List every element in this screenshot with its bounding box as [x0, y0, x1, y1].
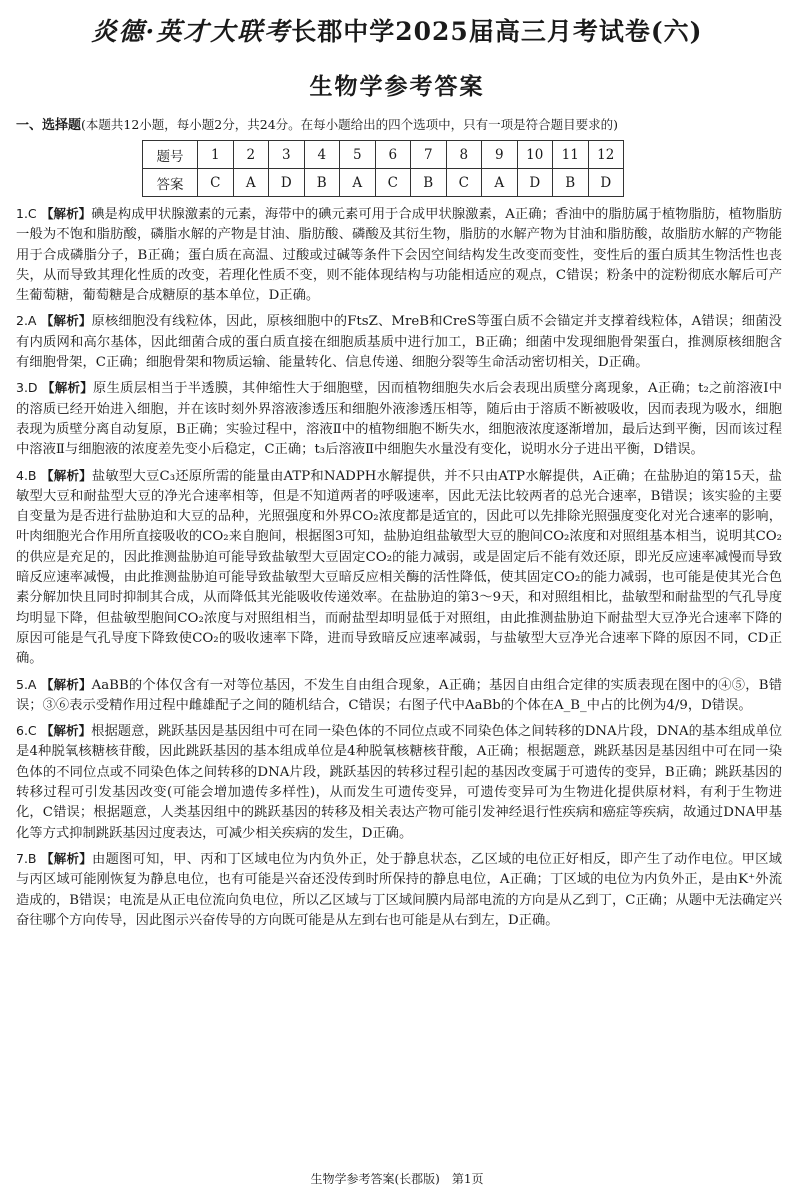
page-subtitle: 生物学参考答案: [309, 73, 485, 100]
item-tag: 【解析】: [40, 206, 92, 221]
item-number: 4.B: [16, 467, 37, 483]
item-text: 碘是构成甲状腺激素的元素，海带中的碘元素可用于合成甲状腺激素，A正确；香油中的脂肪属于植物脂肪，植物脂肪一般为不饱和脂肪酸，磷脂水解的产物是甘油、脂肪酸、磷酸及其衍生物，脂肪的水解产物为甘油和脂肪酸，故脂肪水解的产物能用于合成磷脂分子，B正确；蛋白质在高温、过酸或过碱等条件下会因空间结构发生改变而变性，变性后的蛋白质其生物活性也丧失，从而导致其理化性质的改变，若理化性质不变，则不能体现结构与功能相适应的观点，C错误；粉条中的淀粉彻底水解后可产生葡萄糖，葡萄糖是合成糖原的基本单位，D正确。: [16, 207, 782, 304]
item-number: 2.A: [16, 313, 37, 329]
answer-cell: D: [269, 169, 305, 197]
item-tag: 【解析】: [42, 380, 93, 396]
answer-table-number-row: [143, 141, 624, 169]
question-number: 6: [375, 141, 411, 169]
answer-cell: D: [517, 169, 553, 197]
item-tag: 【解析】: [40, 313, 92, 329]
page-header: [0, 12, 794, 101]
item-tag: 【解析】: [40, 850, 92, 866]
section-title: 一、选择题: [16, 118, 82, 133]
question-number: 12: [588, 141, 624, 169]
question-number: 3: [269, 141, 305, 169]
item-text: 盐敏型大豆C₃还原所需的能量由ATP和NADPH水解提供，并不只由ATP水解提供，A正确；在盐胁迫的第15天，盐敏型大豆和耐盐型大豆的净光合速率相等，但是不知道两者的呼吸速率，因此无法比较两者的总光合速率，B错误；该实验的主要自变量为是否进行盐胁迫和大豆的品种，光照强度和外界CO₂浓度都是适宜的，因此可以先排除光照强度变化对光合速率的影响，叶肉细胞光合作用所直接吸收的CO₂来自胞间，根据图3可知，盐胁迫组盐敏型大豆的胞间CO₂浓度和对照组基本相当，说明其CO₂的供应是充足的，因此推测盐胁迫可能导致盐敏型大豆固定CO₂的能力减弱，或是固定后不能有效还原，即光反应速率减慢而导致暗反应速率减慢，由此推测盐胁迫可能导致盐敏型大豆暗反应相关酶的活性降低，使其固定CO₂的能力减弱，也可能是使其光合色素分解加快且同时抑制其合成，从而降低其光能吸收传递效率。在盐胁迫的第3～9天，和对照组相比，盐敏型和耐盐型的气孔导度均明显下降，但盐敏型胞间CO₂浓度与对照组相当，而耐盐型却明显低于对照组，由此推测盐胁迫下耐盐型大豆净光合速率下降的原因可能是气孔导度下降致使CO₂的吸收速率下降，进而导致暗反应速率减弱，与盐敏型大豆净光合速率下降的原因不同，CD正确。: [16, 468, 782, 667]
page-title: [0, 12, 794, 48]
question-number: 10: [517, 141, 553, 169]
item-number: 5.A: [16, 676, 37, 692]
item-tag: 【解析】: [40, 723, 92, 739]
answer-cell: C: [446, 169, 482, 197]
question-number: 1: [198, 141, 234, 169]
item-text: 根据题意，跳跃基因是基因组中可在同一染色体的不同位点或不同染色体之间转移的DNA片段，DNA的基本组成单位是4种脱氧核糖核苷酸，因此跳跃基因的基本组成单位是4种脱氧核糖核苷酸，A正确；根据题意，跳跃基因是基因组中可在同一染色体的不同位点或不同染色体之间转移的DNA片段，跳跃基因的转移过程引起的基因改变属于可遗传的变异，B正确；跳跃基因的转移过程可引发基因改变(可能会增加遗传多样性)，从而发生可遗传变异，可遗传变异可为生物进化提供原材料，有利于生物进化，C错误；根据题意，人类基因组中的跳跃基因的转移及相关表达产物可能引发神经退行性疾病和癌症等疾病，故通过DNA甲基化等方式抑制跳跃基因过度表达，可减少相关疾病的发生，D正确。: [16, 724, 782, 841]
answer-cell: A: [482, 169, 518, 197]
explanation-item: [16, 849, 782, 931]
question-number: 5: [340, 141, 376, 169]
section-note: (本题共12小题，每小题2分，共24分。在每小题给出的四个选项中，只有一项是符合题目要求的): [81, 117, 619, 132]
item-tag: 【解析】: [40, 467, 92, 483]
explanation-item: [16, 466, 782, 670]
item-text: 原核细胞没有线粒体，因此，原核细胞中的FtsZ、MreB和CreS等蛋白质不会锚定并支撑着线粒体，A错误；细菌没有内质网和高尔基体，因此细菌合成的蛋白质直接在细胞质基质中进行加工，B正确；细菌中发现细胞骨架蛋白，推测原核细胞含有细胞骨架，C正确；细胞骨架和物质运输、能量转化、信息传递、细胞分裂等生命活动密切相关，D正确。: [16, 314, 782, 371]
question-number: 11: [553, 141, 589, 169]
item-tag: 【解析】: [40, 676, 92, 692]
question-number: 7: [411, 141, 447, 169]
answer-cell: B: [304, 169, 340, 197]
explanation-item: [16, 311, 782, 373]
answer-cell: B: [411, 169, 447, 197]
answer-cell: C: [375, 169, 411, 197]
answer-cell: A: [233, 169, 269, 197]
explanation-item: [16, 378, 782, 460]
exam-title: 长郡中学2025届高三月考试卷(六): [291, 17, 703, 46]
answer-cell: D: [588, 169, 624, 197]
item-text: 由题图可知，甲、丙和丁区域电位为内负外正，处于静息状态，乙区域的电位正好相反，即产生了动作电位。甲区域与丙区域可能刚恢复为静息电位，也有可能是兴奋还没传到时所保持的静息电位，A正确；丁区域的电位为内负外正，是由K⁺外流造成的，B错误；电流是从正电位流向负电位，所以乙区域与丁区域间膜内局部电流的方向是从乙到丁，C正确；从题中无法确定兴奋往哪个方向传导，因此图示兴奋传导的方向既可能是从左到右也可能是从右到左，D正确。: [16, 851, 782, 928]
item-number: 6.C: [16, 723, 37, 739]
item-text: AaBB的个体仅含有一对等位基因，不发生自由组合现象，A正确；基因自由组合定律的实质表现在图中的④⑤，B错误；③⑥表示受精作用过程中雌雄配子之间的随机结合，C错误；右图子代中AaBb的个体在A_B_中占的比例为4/9，D错误。: [16, 677, 782, 713]
answer-cell: A: [340, 169, 376, 197]
explanations: [16, 204, 782, 936]
question-number: 9: [482, 141, 518, 169]
brand-name: 炎德·英才大联考: [91, 17, 292, 46]
item-number: 7.B: [16, 850, 37, 866]
question-number: 4: [304, 141, 340, 169]
page-footer: 生物学参考答案(长郡版) 第1页: [310, 1172, 484, 1186]
explanation-item: [16, 721, 782, 844]
explanation-item: [16, 204, 782, 306]
question-number: 2: [233, 141, 269, 169]
answer-table: [142, 140, 624, 197]
section-heading: [16, 114, 786, 133]
answer-cell: C: [198, 169, 234, 197]
answer-cell: B: [553, 169, 589, 197]
explanation-item: [16, 675, 782, 717]
answer-table-answer-row: [143, 169, 624, 197]
table-row-label: 题号: [143, 141, 198, 169]
question-number: 8: [446, 141, 482, 169]
table-row-label: 答案: [143, 169, 198, 197]
item-number: 3.D: [16, 380, 38, 396]
item-text: 原生质层相当于半透膜，其伸缩性大于细胞壁，因而植物细胞失水后会表现出质壁分离现象，A正确；t₂之前溶液Ⅰ中的溶质已经开始进入细胞，并在该时刻外界溶液渗透压和细胞外液渗透压相等，随后由于溶质不断被吸收，因而表现为吸水，细胞表现为质壁分离自动复原，B正确；实验过程中，溶液Ⅱ中的植物细胞不断失水，细胞液浓度逐渐增加，最后达到平衡，因而该过程中溶液Ⅱ与细胞液的浓度差先变小后稳定，C正确；t₃后溶液Ⅱ中细胞失水量没有变化，说明水分子进出平衡，D错误。: [16, 381, 782, 458]
item-number: 1.C: [16, 206, 37, 221]
